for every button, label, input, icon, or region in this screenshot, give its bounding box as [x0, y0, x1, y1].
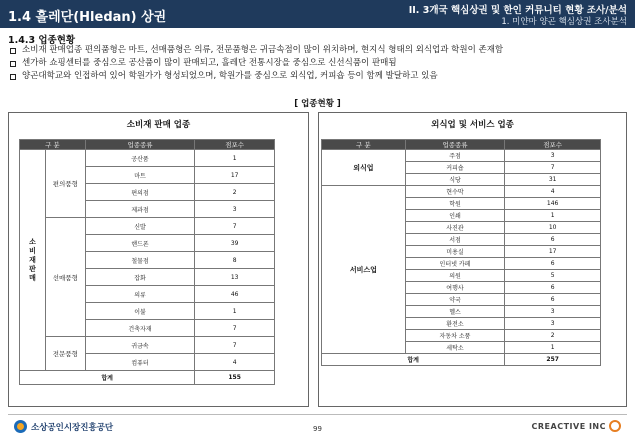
- table-row: 의원 5: [322, 270, 601, 282]
- agency-logo: 소상공인시장진흥공단: [14, 420, 113, 433]
- panel-title: 외식업 및 서비스 업종: [431, 120, 514, 130]
- table-row: 컴퓨터 4: [20, 354, 275, 371]
- total-row: 합계 155: [20, 371, 275, 385]
- group-label: 소 비 재 판 매: [20, 150, 46, 371]
- ring-logo-icon: [609, 420, 621, 432]
- square-bullet-icon: [10, 48, 16, 54]
- chapter-title: II. 3개국 핵심상권 및 한인 커뮤니티 현황 조사/분석: [408, 5, 627, 16]
- section-title: 1. 미얀마 양곤 핵심상권 조사분석: [501, 17, 627, 27]
- panel-title: 소비재 판매 업종: [126, 120, 191, 130]
- table-row: 잡화 13: [20, 269, 275, 286]
- subgroup-label: 전문품형: [45, 337, 85, 371]
- footer-divider: [8, 414, 627, 415]
- table-row: 학원 146: [322, 198, 601, 210]
- column-header: 점포수: [195, 140, 275, 150]
- subgroup-label: 선매품형: [45, 218, 85, 337]
- table-row: 건축자재 7: [20, 320, 275, 337]
- table-row: 식당 31: [322, 174, 601, 186]
- table-row: 제과점 3: [20, 201, 275, 218]
- table-row: 마트 17: [20, 167, 275, 184]
- table-row: 서점 6: [322, 234, 601, 246]
- square-bullet-icon: [10, 61, 16, 67]
- table-row: 편의점 2: [20, 184, 275, 201]
- bullet-item: 소비재 판매업종 편의품형은 마트, 선매품형은 의류, 전문품형은 귀금속점이 많이 위치하며, 현지식 형태의 외식업과 학원이 존재함: [10, 44, 630, 57]
- table-row: 여행사 6: [322, 282, 601, 294]
- page-title: 1.4 흘레단(Hledan) 상권: [8, 10, 167, 25]
- table-row: 인터넷 카페 6: [322, 258, 601, 270]
- square-bullet-icon: [10, 74, 16, 80]
- column-header: 업종종류: [85, 140, 195, 150]
- group-label: 외식업: [322, 150, 406, 186]
- table-row: 약국 6: [322, 294, 601, 306]
- table-caption: [ 업종현황 ]: [294, 99, 341, 109]
- table-row: 핸드폰 39: [20, 235, 275, 252]
- bullet-list: [10, 44, 630, 83]
- company-logo: CREACTIVE INC: [532, 420, 621, 432]
- column-header: 구 분: [20, 140, 86, 150]
- table-row: 미용실 17: [322, 246, 601, 258]
- table-row: 서비스업 현수막 4: [322, 186, 601, 198]
- column-header: 업종종류: [405, 140, 505, 150]
- bullet-item: 양곤대학교와 인접하여 있어 학원가가 형성되었으며, 학원가를 중심으로 외식업, 커피숍 등이 함께 발달하고 있음: [10, 70, 630, 83]
- table-row: 의류 46: [20, 286, 275, 303]
- bullet-item: 센가하 쇼핑센터를 중심으로 공산품이 많이 판매되고, 흘레단 전통시장을 중심으로 신선식품이 판매됨: [10, 57, 630, 70]
- table-row: 인쇄 1: [322, 210, 601, 222]
- header-bar: [0, 0, 635, 28]
- table-row: 외식업 주점 3: [322, 150, 601, 162]
- table-row: 소 비 재 판 매 편의품형 공산품 1: [20, 150, 275, 167]
- table-row: 이불 1: [20, 303, 275, 320]
- food-service-table: [321, 139, 601, 366]
- column-header: 점포수: [505, 140, 601, 150]
- table-row: 환전소 3: [322, 318, 601, 330]
- table-row: 사진관 10: [322, 222, 601, 234]
- column-header: 구 분: [322, 140, 406, 150]
- subsection-heading: 1.4.3 업종현황: [8, 35, 76, 46]
- table-row: 헬스 3: [322, 306, 601, 318]
- table-row: 커피숍 7: [322, 162, 601, 174]
- subgroup-label: 편의품형: [45, 150, 85, 218]
- group-label: 서비스업: [322, 186, 406, 354]
- total-row: 합계 257: [322, 354, 601, 366]
- consumer-goods-table: [19, 139, 275, 385]
- table-row: 철물점 8: [20, 252, 275, 269]
- table-row: 자동차 소품 2: [322, 330, 601, 342]
- page-number: 99: [313, 425, 322, 433]
- table-row: 선매품형 신발 7: [20, 218, 275, 235]
- table-row: 전문품형 귀금속 7: [20, 337, 275, 354]
- table-row: 세탁소 1: [322, 342, 601, 354]
